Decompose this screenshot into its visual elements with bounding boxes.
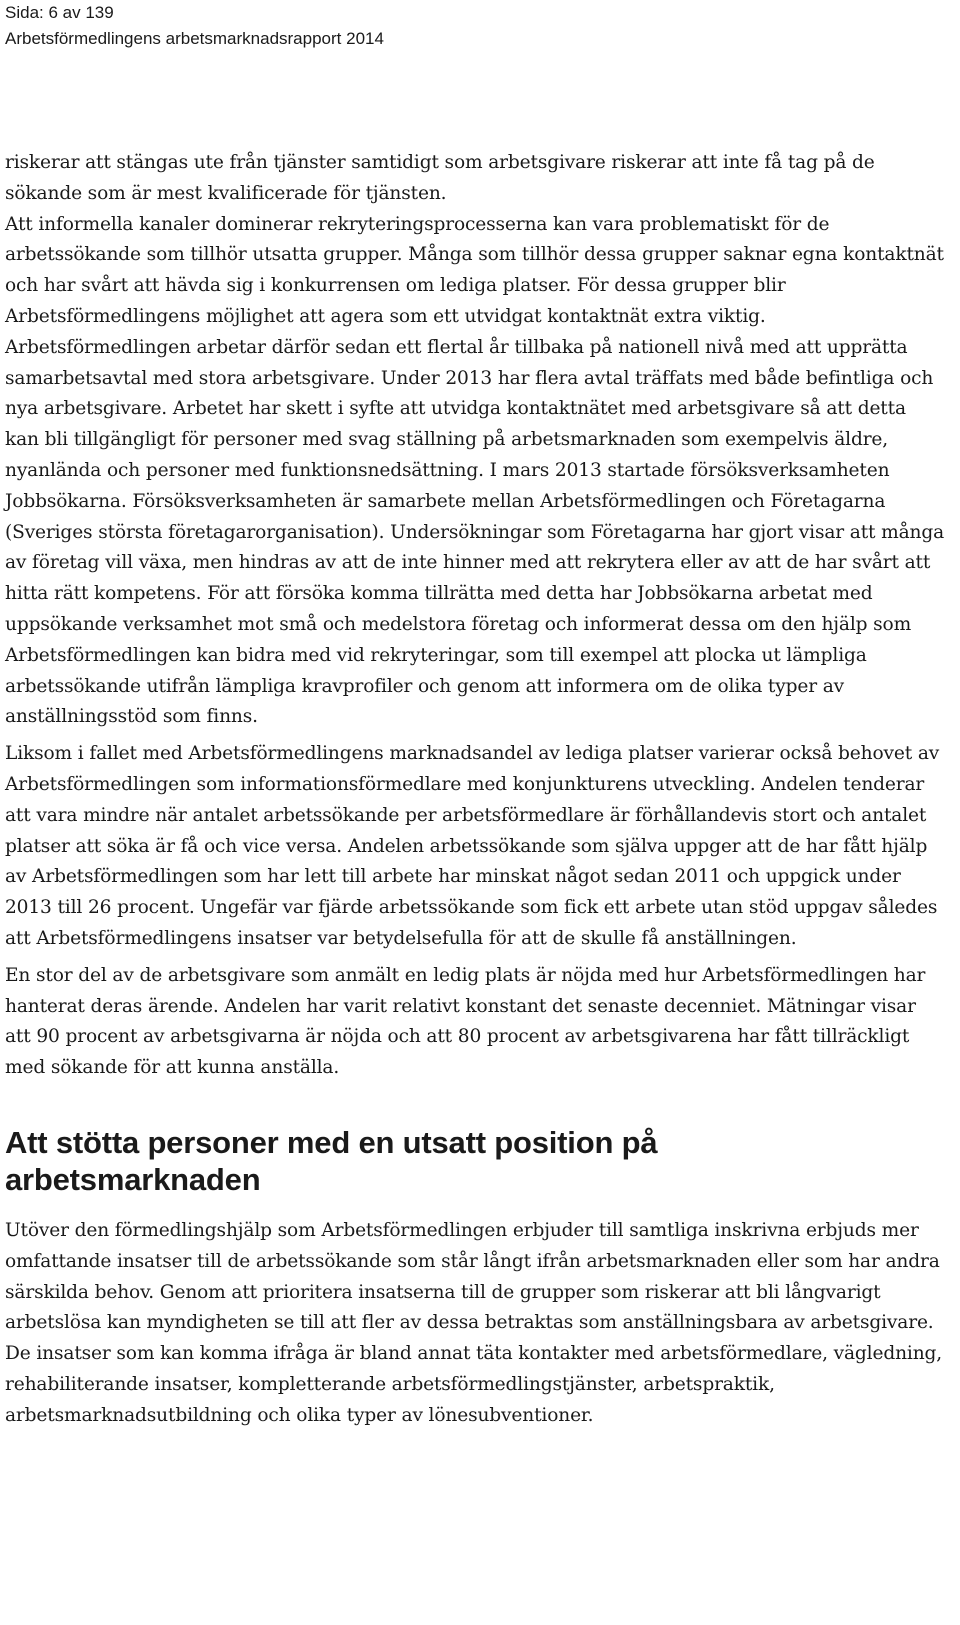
page-header <box>5 0 384 52</box>
page-indicator: Sida: 6 av 139 <box>5 3 114 22</box>
report-title: Arbetsförmedlingens arbetsmarknadsrapport 2014 <box>5 29 384 48</box>
body-paragraph: Liksom i fallet med Arbetsförmedlingens marknadsandel av lediga platser varierar också behovet av Arbetsförmedlingen som informationsförmedlare med konjunkturens utveckling. Andelen tenderar att vara mindre när antalet arbetssökande per arbetsförmedlare är förhållandevis stort och antalet platser att söka är få och vice versa. Andelen arbetssökande som själva uppger att de har fått hjälp av Arbetsförmedlingen som har lett till arbete har minskat något sedan 2011 och uppgick under 2013 till 26 procent. Ungefär var fjärde arbetssökande som fick ett arbete utan stöd uppgav således att Arbetsförmedlingens insatser var betydelsefulla för att de skulle få anställningen. <box>5 743 940 949</box>
section-heading: Att stötta personer med en utsatt position på arbetsmarknaden <box>5 1124 658 1197</box>
section-paragraph: Utöver den förmedlingshjälp som Arbetsförmedlingen erbjuder till samtliga inskrivna erbjuds mer omfattande insatser till de arbetssökande som står långt ifrån arbetsmarknaden eller som har andra särskilda behov. Genom att prioritera insatserna till de grupper som riskerar att bli långvarigt arbetslösa kan myndigheten se till att fler av dessa betraktas som anställningsbara av arbetsgivare. De insatser som kan komma ifråga är bland annat täta kontakter med arbetsförmedlare, vägledning, rehabiliterande insatser, kompletterande arbetsförmedlingstjänster, arbetspraktik, arbetsmarknadsutbildning och olika typer av lönesubventioner. <box>5 1219 943 1426</box>
document-body <box>5 148 945 1431</box>
body-paragraph: En stor del av de arbetsgivare som anmält en ledig plats är nöjda med hur Arbetsförmedlingen har hanterat deras ärende. Andelen har varit relativt konstant det senaste decenniet. Mätningar visar att 90 procent av arbetsgivarna är nöjda och att 80 procent av arbetsgivarena har fått tillräckligt med sökande för att kunna anställa. <box>5 964 926 1079</box>
body-paragraph: riskerar att stängas ute från tjänster samtidigt som arbetsgivare riskerar att inte få tag på de sökande som är mest kvalificerade för tjänsten. <box>5 152 875 204</box>
body-paragraph: Att informella kanaler dominerar rekryteringsprocesserna kan vara problematiskt för de arbetssökande som tillhör utsatta grupper. Många som tillhör dessa grupper saknar egna kontaktnät och har svårt att hävda sig i konkurrensen om lediga platser. För dessa grupper blir Arbetsförmedlingens möjlighet att agera som ett utvidgat kontaktnät extra viktig. Arbetsförmedlingen arbetar därför sedan ett flertal år tillbaka på nationell nivå med att upprätta samarbetsavtal med stora arbetsgivare. Under 2013 har flera avtal träffats med både befintliga och nya arbetsgivare. Arbetet har skett i syfte att utvidga kontaktnätet med arbetsgivare så att detta kan bli tillgängligt för personer med svag ställning på arbetsmarknaden som exempelvis äldre, nyanlända och personer med funktionsnedsättning. I mars 2013 startade försöksverksamheten Jobbsökarna. Försöksverksamheten är samarbete mellan Arbetsförmedlingen och Företagarna (Sveriges största företagarorganisation). Undersökningar som Företagarna har gjort visar att många av företag vill växa, men hindras av att de inte hinner med att rekrytera eller av att de har svårt att hitta rätt kompetens. För att försöka komma tillrätta med detta har Jobbsökarna arbetat med uppsökande verksamhet mot små och medelstora företag och informerat dessa om den hjälp som Arbetsförmedlingen kan bidra med vid rekryteringar, som till exempel att plocka ut lämpliga arbetssökande utifrån lämpliga kravprofiler och genom att informera om de olika typer av anställningsstöd som finns. <box>5 213 945 728</box>
